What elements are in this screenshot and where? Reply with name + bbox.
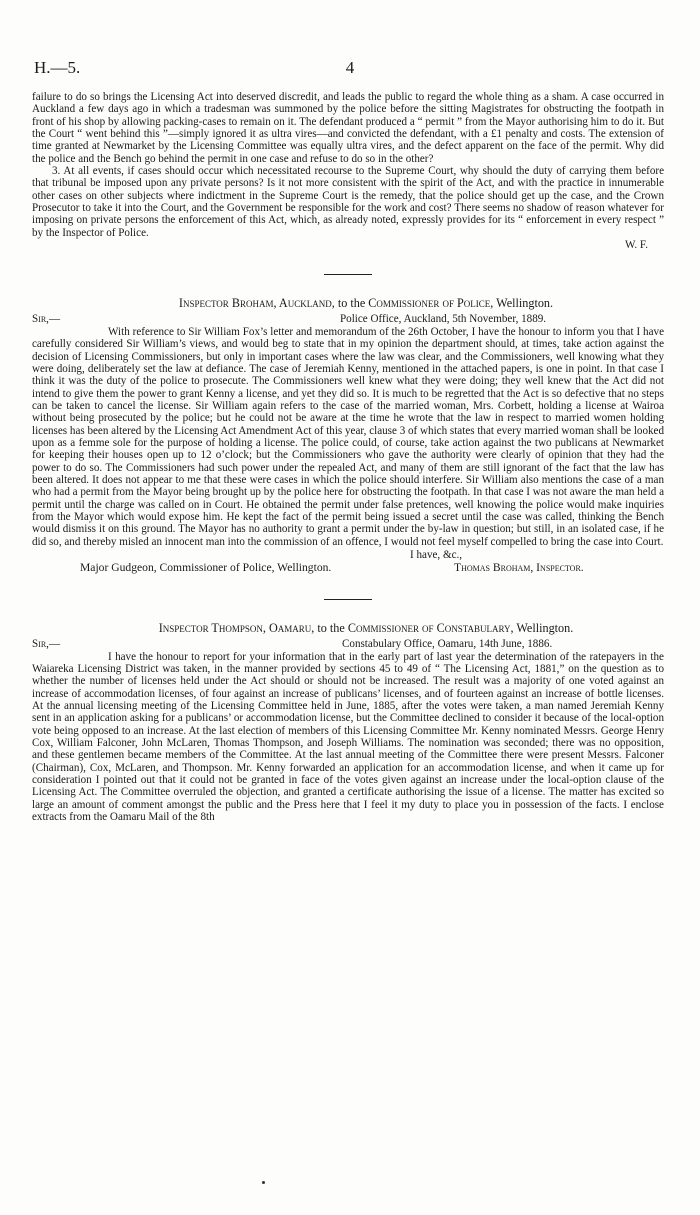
letter-to-place: Wellington. xyxy=(496,296,554,311)
page-number: 4 xyxy=(345,58,355,77)
page-mark xyxy=(262,1181,265,1184)
letter-to: Commissioner of Constabulary, xyxy=(347,621,514,636)
letter-heading xyxy=(32,622,664,634)
paragraph-point-3: 3. At all events, if cases should occur which necessitated recourse to the Supreme Court, why should the duty of carrying them before that tribunal be imposed upon any private persons? Is it not more consistent with the spirit of the Act, and with the practice in innumerable other cases on other subjects where indictment in the Supreme Court is the remedy, that the police should get up the case, and the Crown Prosecutor to take it into the Court, and the Government be responsible for the work and cost? There seems no shadow of reason whatever for imposing on private persons the enforcement of this Act, which, as already noted, expressly provides for its “ enforcement in every respect ” by the Inspector of Police. xyxy=(32,165,664,239)
letter-from: Inspector Thompson, Oamaru, xyxy=(158,621,315,636)
signature-row xyxy=(32,562,664,576)
section-divider xyxy=(324,274,372,275)
letter-body: With reference to Sir William Fox’s letter and memorandum of the 26th October, I have the honour to inform you that I have carefully considered Sir William’s views, and would beg to state that in my opinion the department should, at times, take action against the decision of Licensing Commissioners, but only in important cases where the law was clear, and the Commissioners, well knowing what they were doing, deliberately set the law at defiance. The case of Jeremiah Kenny, mentioned in the attached papers, is one in point. In that case I think it was the duty of the police to prosecute. The Commissioners well knew what they were doing; they well knew that the Act did not intend to give them the power to grant Kenny a license, and yet they did so. It is much to be regretted that the Act is so defective that no steps can be taken to cancel the license. Sir William again refers to the case of the married woman, Mrs. Corbett, holding a license at Wairoa without being prosecuted by the police; but he could not be aware at the time he wrote that the law in respect to married women holding licenses has been altered by the Licensing Act Amendment Act of this year, clause 3 of which states that every married woman shall be looked upon as a femme sole for the purpose of holding a license. The police could, of course, take action against the two publicans at Newmarket for keeping their houses open up to 12 o’clock; but the Commissioners who gave the authority were clearly of opinion that they had the power to do so. The Commissioners had such power under the repealed Act, and many of them are still ignorant of the fact that the law has been altered. It does not appear to me that these were cases in which the police should interfere. Sir William also mentions the case of a man who had a permit from the Mayor being brought up by the police here for obstructing the footpath. In that case I was not aware the man held a permit until the charge was called on in Court. He obtained the permit under false pretences, well knowing the police would make inquiries from the Mayor which would expose him. He kept the fact of the permit being issued a secret until the case was called, thinking the Bench would dismiss it on this ground. The Mayor has no authority to grant a permit under the by-law in question; but still, in an isolated case, if he did so, and thereby misled an innocent man into the commission of an offence, I would not feel myself compelled to bring the case into Court. xyxy=(32,325,665,548)
sender-address: Constabulary Office, Oamaru, 14th June, 1886. xyxy=(342,637,553,650)
addressee: Major Gudgeon, Commissioner of Police, Wellington. xyxy=(80,561,332,575)
letter-body: I have the honour to report for your information that in the early part of last year the determination of the ratepayers in the Waiareka Licensing District was taken, in the manner provided by sections 45 to 49 of “ The Licensing Act, 1881,” on the question as to whether the number of licenses held under the Act should or should not be increased. The result was a majority of one voted against an increase of accommodation licenses, of four against an increase of publicans’ licenses, and of fourteen against an increase of bottle licenses. At the annual licensing meeting of the Licensing Committee held in June, 1885, after the votes were taken, a man named Jeremiah Kenny sent in an application asking for a publicans’ or accommodation license, but the Committee declined to consider it because of the local-option vote being opposed to an increase. At the last election of members of this Licensing Committee Mr. Kenny nominated Messrs. George Henry Cox, William Falconer, John McLaren, Thomas Thompson, and Joseph Williams. The nomination was seconded; there was no opposition, and these gentlemen became members of the Committee. At the last annual meeting of the Committee there were present Messrs. Falconer (Chairman), Cox, McLaren, and Thompson. Mr. Kenny forwarded an application for an accommodation license, and when it came up for consideration I pointed out that it could not be granted in face of the votes given against an increase under the local-option clause of the Licensing Act. The Committee overruled the objection, and granted a certificate authorising the issue of a license. The matter has excited so large an amount of comment amongst the public and the Press here that I feel it my duty to place you in possession of the facts. I enclose extracts from the Oamaru Mail of the 8th xyxy=(32,650,664,824)
page-header xyxy=(32,58,668,80)
letter-from: Inspector Broham, Auckland, xyxy=(178,296,335,311)
salutation: Sir,— xyxy=(32,312,61,325)
letter-heading xyxy=(32,297,664,309)
letter-to-word: to the xyxy=(317,621,345,636)
signature-initials: W. F. xyxy=(624,239,648,252)
letter-to-place: Wellington. xyxy=(516,621,574,636)
document-reference: H.—5. xyxy=(34,58,81,77)
salutation: Sir,— xyxy=(32,637,61,650)
document-body xyxy=(32,91,664,824)
salutation-row xyxy=(32,313,664,326)
sender-address: Police Office, Auckland, 5th November, 1889. xyxy=(340,312,547,325)
letter-to-word: to the xyxy=(337,296,366,311)
section-divider xyxy=(324,599,372,600)
salutation-row xyxy=(32,638,664,651)
letter-closing: I have, &c., xyxy=(410,549,463,561)
paragraph-continuation: failure to do so brings the Licensing Act into deserved discredit, and leads the public to regard the whole thing as a sham. A case occurred in Auckland a few days ago in which a tradesman was summoned by the police before the sitting Magistrates for obstructing the footpath in front of his shop by allowing packing-cases to remain on it. The defendant produced a “ permit ” from the Mayor authorising him to do it. But the Court “ went behind this ”—simply ignored it as ultra vires—and convicted the defendant, with a £1 penalty and costs. The extension of time granted at Newmarket by the Licensing Committee was equally ultra vires, and the defect apparent on the face of the permit. Why did the police and the Bench go behind the permit in one case and refuse to do so in the other? xyxy=(32,91,664,165)
letter-to: Commissioner of Police, xyxy=(368,296,494,311)
signature: Thomas Broham, Inspector. xyxy=(454,561,584,575)
